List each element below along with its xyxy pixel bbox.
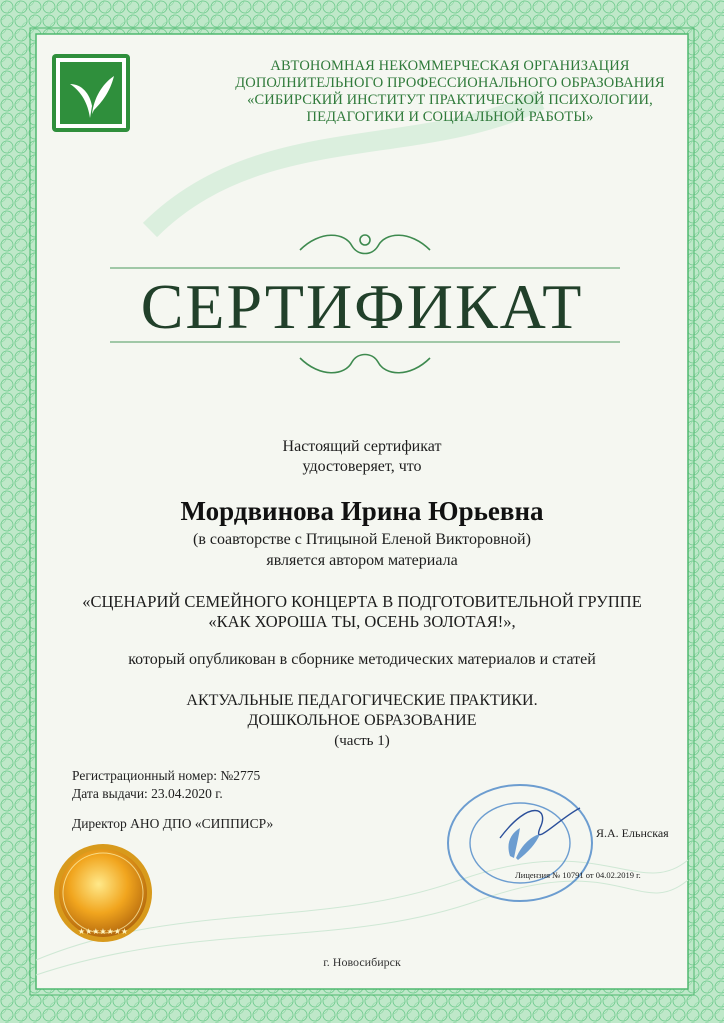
material-title-line-1: «СЦЕНАРИЙ СЕМЕЙНОГО КОНЦЕРТА В ПОДГОТОВИТЕЛЬНОЙ ГРУППЕ [82, 592, 642, 611]
collection-line-2: ДОШКОЛЬНОЕ ОБРАЗОВАНИЕ [247, 712, 477, 729]
org-line-4: ПЕДАГОГИКИ И СОЦИАЛЬНОЙ РАБОТЫ» [306, 109, 594, 125]
recipient-name: Мордвинова Ирина Юрьевна [180, 496, 544, 526]
published-note: который опубликован в сборнике методических материалов и статей [128, 651, 596, 668]
certificate-title: СЕРТИФИКАТ [140, 271, 584, 342]
material-title-line-2: «КАК ХОРОША ТЫ, ОСЕНЬ ЗОЛОТАЯ!», [208, 612, 516, 631]
gold-seal-icon [52, 842, 154, 944]
issue-date: Дата выдачи: 23.04.2020 г. [72, 786, 223, 801]
license-info: Лицензия № 10791 от 04.02.2019 г. [515, 870, 641, 880]
director-label: Директор АНО ДПО «СИППИСР» [72, 816, 274, 831]
institute-logo [52, 54, 130, 132]
registration-number: Регистрационный номер: №2775 [72, 768, 261, 783]
org-line-2: ДОПОЛНИТЕЛЬНОГО ПРОФЕССИОНАЛЬНОГО ОБРАЗОВАНИЯ [235, 75, 665, 91]
round-stamp-seal [440, 778, 600, 908]
city-label: г. Новосибирск [323, 955, 401, 969]
intro-line-2: удостоверяет, что [302, 458, 422, 475]
collection-part: (часть 1) [334, 733, 390, 749]
author-role: является автором материала [266, 552, 458, 569]
org-line-1: АВТОНОМНАЯ НЕКОММЕРЧЕСКАЯ ОРГАНИЗАЦИЯ [270, 58, 630, 74]
collection-line-1: АКТУАЛЬНЫЕ ПЕДАГОГИЧЕСКИЕ ПРАКТИКИ. [186, 692, 538, 709]
leaf-sprout-icon [52, 54, 130, 132]
coauthor-note: (в соавторстве с Птицыной Еленой Викторовной) [193, 531, 531, 548]
intro-line-1: Настоящий сертификат [282, 438, 442, 455]
svg-text:★★★★★★★: ★★★★★★★ [77, 927, 129, 936]
signer-name: Я.А. Ельнская [596, 826, 669, 840]
org-line-3: «СИБИРСКИЙ ИНСТИТУТ ПРАКТИЧЕСКОЙ ПСИХОЛОГИИ, [247, 92, 653, 108]
